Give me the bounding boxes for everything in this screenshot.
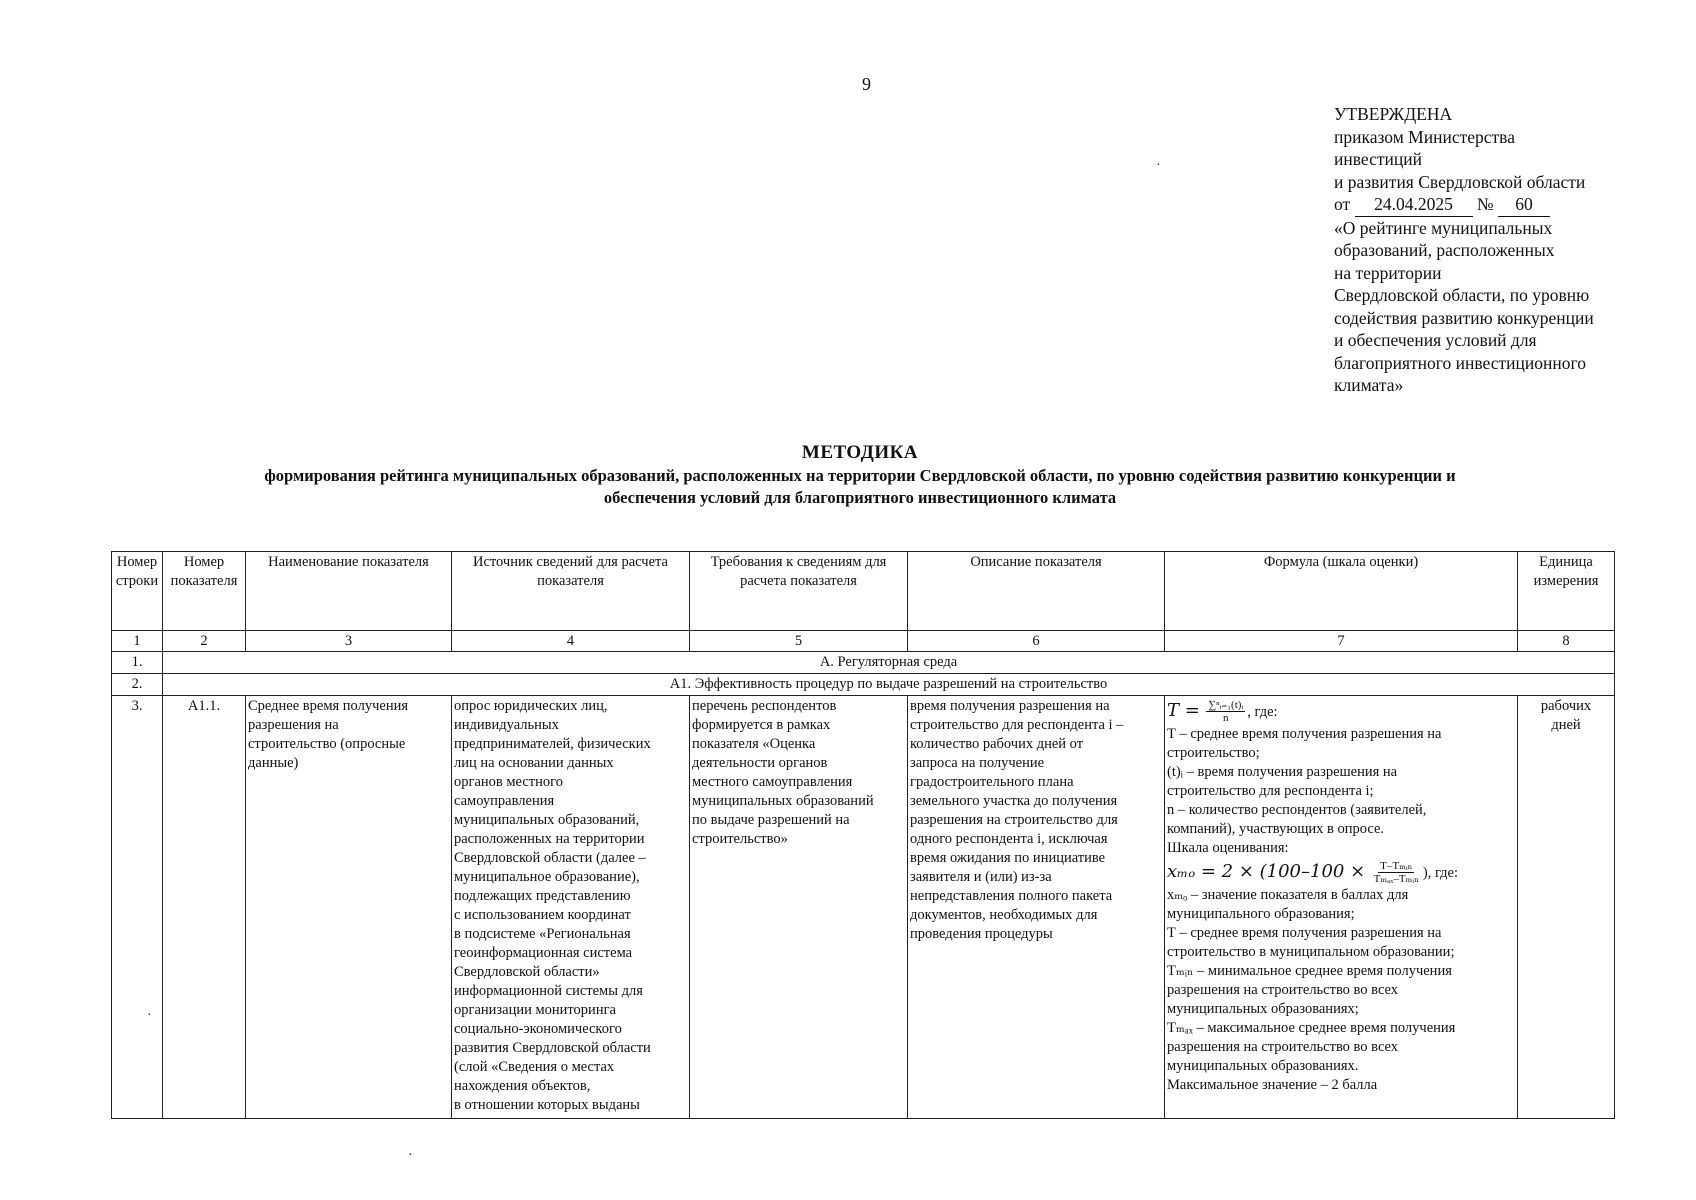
- document-title: [110, 441, 1610, 509]
- indicator-name-line: Среднее время получения: [248, 698, 409, 714]
- header-cell: Источник сведений для расчета показателя: [452, 552, 690, 631]
- description-line: одного респондента i, исключая: [910, 831, 1108, 847]
- approval-line: приказом Министерства: [1334, 126, 1515, 147]
- formula-text-line: Т – среднее время получения разрешения на: [1167, 726, 1442, 742]
- formula-text-line: xₘₒ – значение показателя в баллах для: [1167, 887, 1409, 903]
- data-source-line: самоуправления: [454, 793, 555, 809]
- data-source-line: в подсистеме «Региональная: [454, 926, 631, 942]
- fraction-numerator: T–Tₘᵢₙ: [1380, 860, 1413, 873]
- data-source-line: (слой «Сведения о местах: [454, 1059, 615, 1075]
- approval-line: и развития Свердловской области: [1334, 171, 1586, 192]
- page-number: 9: [862, 74, 871, 94]
- data-source-line: в отношении которых выданы: [454, 1097, 640, 1113]
- formula-text-line: строительство для респондента i;: [1167, 783, 1374, 799]
- header-cell: Наименование показателя: [246, 552, 452, 631]
- description-line: строительство для респондента i –: [910, 717, 1124, 733]
- description-line: документов, необходимых для: [910, 907, 1098, 923]
- formula-text-line: разрешения на строительство во всех: [1167, 1039, 1399, 1055]
- formula-text-line: компаний), участвующих в опросе.: [1167, 821, 1385, 837]
- column-number: 4: [452, 631, 690, 652]
- formula-text-line: n – количество респондентов (заявителей,: [1167, 802, 1427, 818]
- section-row: [112, 674, 1615, 696]
- data-source-line: социально-экономического: [454, 1021, 622, 1037]
- order-title-line: образований, расположенных: [1334, 240, 1555, 260]
- fraction-numerator: ∑ⁿᵢ₌₁(t)ᵢ: [1208, 699, 1244, 712]
- formula-where: ), где:: [1422, 865, 1459, 881]
- header-cell: Требования к сведениям для расчета показателя: [690, 552, 908, 631]
- column-number: 3: [246, 631, 452, 652]
- data-requirements: [690, 696, 908, 1119]
- description-line: время получения разрешения на: [910, 698, 1110, 714]
- data-source-line: предпринимателей, физических: [454, 736, 651, 752]
- requirements-line: муниципальных образований: [692, 793, 874, 809]
- table-row: [112, 696, 1615, 1119]
- data-source-line: с использованием координат: [454, 907, 631, 923]
- data-source-line: геоинформационная система: [454, 945, 633, 961]
- date-prefix: от: [1334, 194, 1351, 214]
- section-row: [112, 652, 1615, 674]
- header-cell: Описание показателя: [908, 552, 1165, 631]
- description-line: проведения процедуры: [910, 926, 1053, 942]
- formula-text-line: Шкала оценивания:: [1167, 840, 1289, 856]
- indicator-name-line: разрешения на: [248, 717, 339, 733]
- indicator-name: [246, 696, 452, 1119]
- order-title-line: на территории: [1334, 262, 1442, 283]
- description-line: разрешения на строительство для: [910, 812, 1118, 828]
- formula-text-line: Максимальное значение – 2 балла: [1167, 1077, 1378, 1093]
- header-cell: Номер показателя: [163, 552, 246, 631]
- order-title-line: Свердловской области, по уровню: [1334, 285, 1590, 305]
- data-source-line: расположенных на территории: [454, 831, 645, 847]
- requirements-line: показателя «Оценка: [692, 736, 816, 752]
- data-source-line: Свердловской области»: [454, 964, 600, 980]
- formula-text-line: строительство;: [1167, 745, 1260, 761]
- indicator-name-line: строительство (опросные: [248, 736, 406, 752]
- title-line-1: формирования рейтинга муниципальных образований, расположенных на территории Свердловской области, по уровню содействия развитию конкуренции и: [264, 466, 1456, 485]
- column-number: 8: [1518, 631, 1615, 652]
- column-number: 7: [1165, 631, 1518, 652]
- section-title: А. Регуляторная среда: [163, 652, 1615, 674]
- requirements-line: местного самоуправления: [692, 774, 853, 790]
- header-cell: Формула (шкала оценки): [1165, 552, 1518, 631]
- data-source-line: организации мониторинга: [454, 1002, 616, 1018]
- order-title-line: благоприятного инвестиционного: [1334, 352, 1586, 373]
- formula-text-line: муниципальных образованиях;: [1167, 1001, 1359, 1017]
- fraction-denominator: n: [1223, 712, 1229, 725]
- unit-line: рабочих: [1540, 698, 1592, 714]
- data-source-line: информационной системы для: [454, 983, 643, 999]
- order-title-line: содействия развитию конкуренции: [1334, 307, 1594, 328]
- description-line: градостроительного плана: [910, 774, 1074, 790]
- requirements-line: по выдаче разрешений на: [692, 812, 850, 828]
- scan-speck: ·: [1156, 158, 1161, 173]
- data-source-line: муниципальных образований,: [454, 812, 640, 828]
- data-source-line: муниципальное образование),: [454, 869, 640, 885]
- formula-text-line: Т – среднее время получения разрешения на: [1167, 925, 1442, 941]
- header-cell: Номер строки: [112, 552, 163, 631]
- unit-of-measure: [1518, 696, 1615, 1119]
- description-line: земельного участка до получения: [910, 793, 1118, 809]
- column-number-row: [112, 631, 1615, 652]
- unit-line: дней: [1551, 717, 1581, 733]
- column-number: 5: [690, 631, 908, 652]
- approval-line: инвестиций: [1334, 149, 1422, 169]
- formula-fraction: [1372, 860, 1421, 885]
- average-time-formula: [1167, 697, 1515, 725]
- title-main: МЕТОДИКА: [801, 442, 919, 463]
- indicator-description: [908, 696, 1165, 1119]
- indicator-name-line: данные): [248, 755, 299, 771]
- fraction-denominator: Tₘₐₓ–Tₘᵢₙ: [1373, 873, 1419, 886]
- subsection-title: А1. Эффективность процедур по выдаче разрешений на строительство: [163, 674, 1615, 696]
- formula-text-line: Tₘₐₓ – максимальное среднее время получения: [1167, 1020, 1456, 1036]
- data-source: [452, 696, 690, 1119]
- scan-speck: ·: [147, 1008, 152, 1023]
- data-source-line: лиц на основании данных: [454, 755, 614, 771]
- description-line: количество рабочих дней от: [910, 736, 1084, 752]
- data-source-line: подлежащих представлению: [454, 888, 631, 904]
- requirements-line: перечень респондентов: [692, 698, 837, 714]
- formula-text-line: муниципального образования;: [1167, 906, 1355, 922]
- description-line: заявителя и (или) из-за: [910, 869, 1052, 885]
- formula-text-line: разрешения на строительство во всех: [1167, 982, 1399, 998]
- order-title-line: «О рейтинге муниципальных: [1334, 217, 1553, 238]
- data-source-line: Свердловской области (далее –: [454, 850, 646, 866]
- row-number: 1.: [112, 652, 163, 674]
- order-title-line: климата»: [1334, 375, 1404, 395]
- number-prefix: №: [1476, 194, 1494, 214]
- requirements-line: формируется в рамках: [692, 717, 831, 733]
- description-line: запроса на получение: [910, 755, 1045, 771]
- column-number: 6: [908, 631, 1165, 652]
- data-source-line: нахождения объектов,: [454, 1078, 591, 1094]
- row-number: 3.: [112, 696, 163, 1119]
- order-title-line: и обеспечения условий для: [1334, 330, 1537, 350]
- data-source-line: органов местного: [454, 774, 563, 790]
- indicator-number: А1.1.: [163, 696, 246, 1119]
- row-number: 2.: [112, 674, 163, 696]
- approval-stamp: [1334, 103, 1664, 397]
- data-source-line: развития Свердловской области: [454, 1040, 651, 1056]
- approval-heading: УТВЕРЖДЕНА: [1334, 104, 1453, 124]
- approval-date-line: [1334, 193, 1664, 217]
- requirements-line: строительство»: [692, 831, 788, 847]
- formula-lhs: xₘₒ = 2 × (100–100 ×: [1167, 861, 1366, 882]
- methodology-table: [111, 551, 1615, 1119]
- formula-fraction: [1206, 699, 1245, 724]
- score-formula: [1167, 858, 1515, 886]
- scan-speck: ·: [408, 1148, 413, 1163]
- formula-text-line: муниципальных образованиях.: [1167, 1058, 1359, 1074]
- description-line: время ожидания по инициативе: [910, 850, 1106, 866]
- formula-lhs: T =: [1167, 700, 1200, 721]
- column-number: 2: [163, 631, 246, 652]
- formula-cell: [1165, 696, 1518, 1119]
- column-number: 1: [112, 631, 163, 652]
- description-line: непредставления полного пакета: [910, 888, 1113, 904]
- formula-text-line: (t)ᵢ – время получения разрешения на: [1167, 764, 1398, 780]
- formula-text-line: Tₘᵢₙ – минимальное среднее время получения: [1167, 963, 1452, 979]
- order-date: 24.04.2025: [1355, 193, 1473, 217]
- table-header-row: [112, 552, 1615, 631]
- data-source-line: индивидуальных: [454, 717, 559, 733]
- order-number: 60: [1498, 193, 1550, 217]
- data-source-line: опрос юридических лиц,: [454, 698, 608, 714]
- title-line-2: обеспечения условий для благоприятного инвестиционного климата: [603, 488, 1117, 507]
- requirements-line: деятельности органов: [692, 755, 828, 771]
- formula-text-line: строительство в муниципальном образовании;: [1167, 944, 1455, 960]
- header-cell: Единица измерения: [1518, 552, 1615, 631]
- formula-where: , где:: [1247, 704, 1278, 720]
